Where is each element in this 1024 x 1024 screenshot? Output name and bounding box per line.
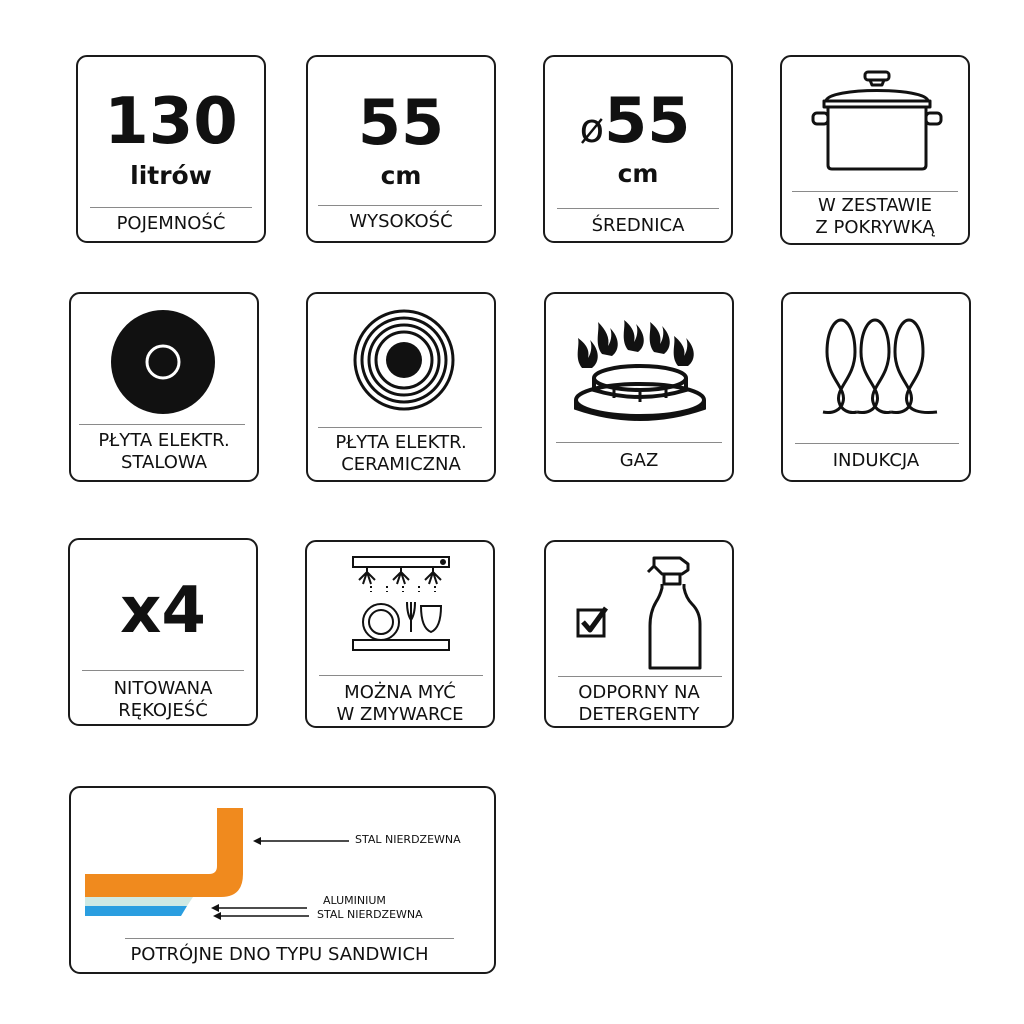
layer-steel-inner — [85, 906, 187, 916]
dishwasher-icon — [351, 554, 451, 654]
height-card — [306, 55, 496, 243]
height-label: WYSOKOŚĆ — [349, 211, 453, 232]
steel-plate-card — [69, 292, 259, 482]
diameter-label: ŚREDNICA — [591, 215, 685, 236]
lid-label: W ZESTAWIE Z POKRYWKĄ — [815, 195, 935, 238]
induction-coil-icon — [819, 316, 941, 416]
ceramic-hotplate-icon — [352, 308, 456, 412]
rivets-value: x4 — [120, 574, 206, 648]
capacity-label: POJEMNOŚĆ — [116, 213, 226, 234]
sandwich-label: POTRÓJNE DNO TYPU SANDWICH — [130, 944, 429, 965]
arrow-left-icon — [253, 836, 349, 846]
diameter-card — [543, 55, 733, 243]
layer-middle-label: ALUMINIUM — [323, 894, 386, 907]
dishwasher-label: MOŻNA MYĆ W ZMYWARCE — [336, 682, 464, 725]
spray-bottle-icon — [646, 554, 706, 674]
dishwasher-card — [305, 540, 495, 728]
steel-plate-label: PŁYTA ELEKTR. STALOWA — [98, 430, 230, 473]
steel-hotplate-icon — [109, 308, 217, 416]
rivets-label: NITOWANA RĘKOJEŚĆ — [113, 678, 213, 721]
ceramic-plate-card — [306, 292, 496, 482]
diameter-value-group — [539, 84, 731, 163]
layer-top-label: STAL NIERDZEWNA — [355, 833, 461, 846]
detergent-label: ODPORNY NA DETERGENTY — [578, 682, 700, 725]
arrow-left-icon — [213, 911, 309, 921]
diameter-unit: cm — [617, 159, 659, 188]
ceramic-plate-label: PŁYTA ELEKTR. CERAMICZNA — [335, 432, 467, 475]
gas-burner-icon — [572, 320, 708, 426]
divider — [795, 443, 959, 444]
divider — [792, 191, 958, 192]
induction-label: INDUKCJA — [832, 450, 920, 471]
lid-card — [780, 55, 970, 245]
sandwich-card — [69, 786, 496, 974]
capacity-unit: litrów — [130, 161, 212, 190]
divider — [319, 675, 483, 676]
divider — [556, 442, 722, 443]
divider — [90, 207, 252, 208]
layer-steel-outer — [85, 808, 243, 897]
diameter-value: 55 — [604, 84, 691, 157]
height-unit: cm — [380, 161, 422, 190]
induction-card — [781, 292, 971, 482]
capacity-value: 130 — [104, 85, 238, 159]
layer-aluminium — [85, 897, 193, 906]
divider — [558, 676, 722, 677]
checkbox-checked-icon — [576, 606, 612, 640]
capacity-card — [76, 55, 266, 243]
height-value: 55 — [357, 86, 445, 159]
divider — [125, 938, 454, 939]
divider — [79, 424, 245, 425]
layer-bottom-label: STAL NIERDZEWNA — [317, 908, 423, 921]
gas-label: GAZ — [619, 450, 659, 471]
divider — [318, 427, 482, 428]
gas-card — [544, 292, 734, 482]
divider — [557, 208, 719, 209]
detergent-card — [544, 540, 734, 728]
diameter-symbol: ø — [579, 106, 605, 152]
divider — [318, 205, 482, 206]
divider — [82, 670, 244, 671]
pot-with-lid-icon — [810, 69, 944, 175]
rivets-card — [68, 538, 258, 726]
